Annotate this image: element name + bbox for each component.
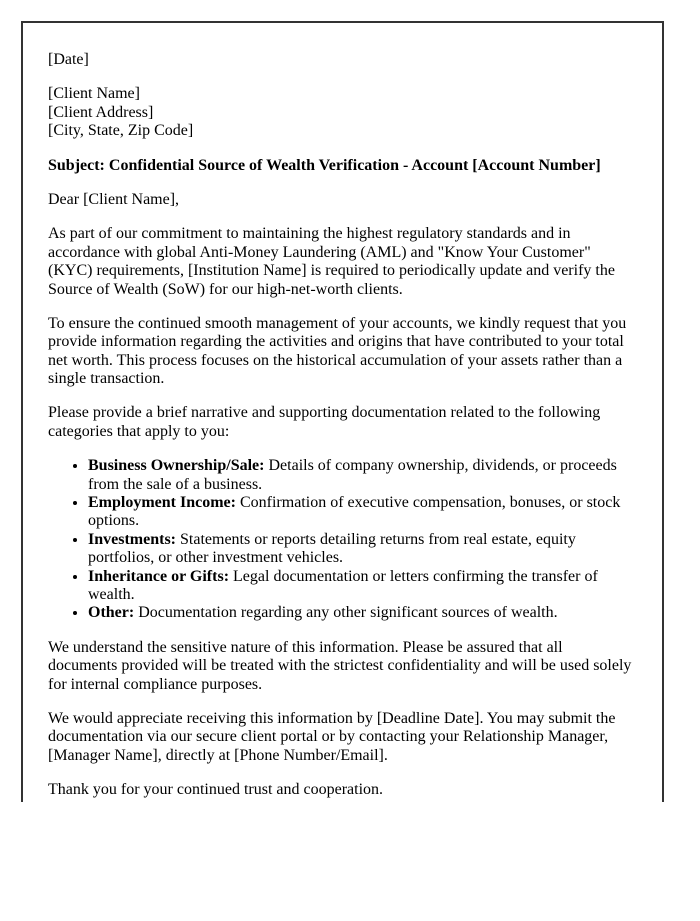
bullet-label: Business Ownership/Sale: <box>88 457 265 475</box>
bullet-label: Investments: <box>88 530 176 548</box>
letter-document <box>21 21 664 802</box>
bullet-label: Other: <box>88 604 135 622</box>
bullet-item-employment <box>88 494 633 531</box>
date-line: [Date] <box>48 51 89 68</box>
bullet-text: Confirmation of executive compensation, bonuses, or stock options. <box>88 494 621 530</box>
paragraph-confidentiality: We understand the sensitive nature of this information. Please be assured that all documents provided will be treated with the strictest confidentiality and will be used solely for internal compliance purposes. <box>48 638 632 693</box>
bullet-text: Documentation regarding any other significant sources of wealth. <box>138 604 558 622</box>
paragraph-deadline: We would appreciate receiving this information by [Deadline Date]. You may submit the documentation via our secure client portal or by contacting your Relationship Manager, [Manager Name], directly at [Phone Number/Email]. <box>48 709 616 764</box>
subject-line: Subject: Confidential Source of Wealth Verification - Account [Account Number] <box>48 156 601 174</box>
recipient-city-line: [City, State, Zip Code] <box>48 122 194 140</box>
bullet-label: Inheritance or Gifts: <box>88 567 230 585</box>
bullet-item-other <box>88 604 633 622</box>
bullet-text: Statements or reports detailing returns from real estate, equity portfolios, or other investment vehicles. <box>88 530 576 567</box>
bullet-item-inheritance <box>88 568 633 605</box>
paragraph-request: To ensure the continued smooth management of your accounts, we kindly request that you provide information regarding the activities and origins that have contributed to your total net worth. This process focuses on the historical accumulation of your assets rather than a single transaction. <box>48 314 627 388</box>
paragraph-regulatory-intro: As part of our commitment to maintaining the highest regulatory standards and in accordance with global Anti-Money Laundering (AML) and "Know Your Customer" (KYC) requirements, [Institution Name] is required to periodically update and verify the Source of Wealth (SoW) for our high-net-worth clients. <box>48 225 615 298</box>
bullet-text: Details of company ownership, dividends, or proceeds from the sale of a business. <box>88 457 617 493</box>
paragraph-thanks: Thank you for your continued trust and cooperation. <box>48 781 384 799</box>
recipient-name-line: [Client Name] <box>48 85 140 103</box>
recipient-block <box>48 85 633 140</box>
salutation-line: Dear [Client Name], <box>48 190 180 208</box>
paragraph-list-intro: Please provide a brief narrative and supporting documentation related to the following categories that apply to you: <box>48 404 601 440</box>
bullet-item-investments <box>88 531 633 568</box>
wealth-categories-list <box>48 457 633 623</box>
bullet-text: Legal documentation or letters confirming the transfer of wealth. <box>88 567 598 603</box>
bullet-label: Employment Income: <box>88 494 236 512</box>
recipient-address-line: [Client Address] <box>48 103 154 121</box>
bullet-item-business <box>88 457 633 494</box>
